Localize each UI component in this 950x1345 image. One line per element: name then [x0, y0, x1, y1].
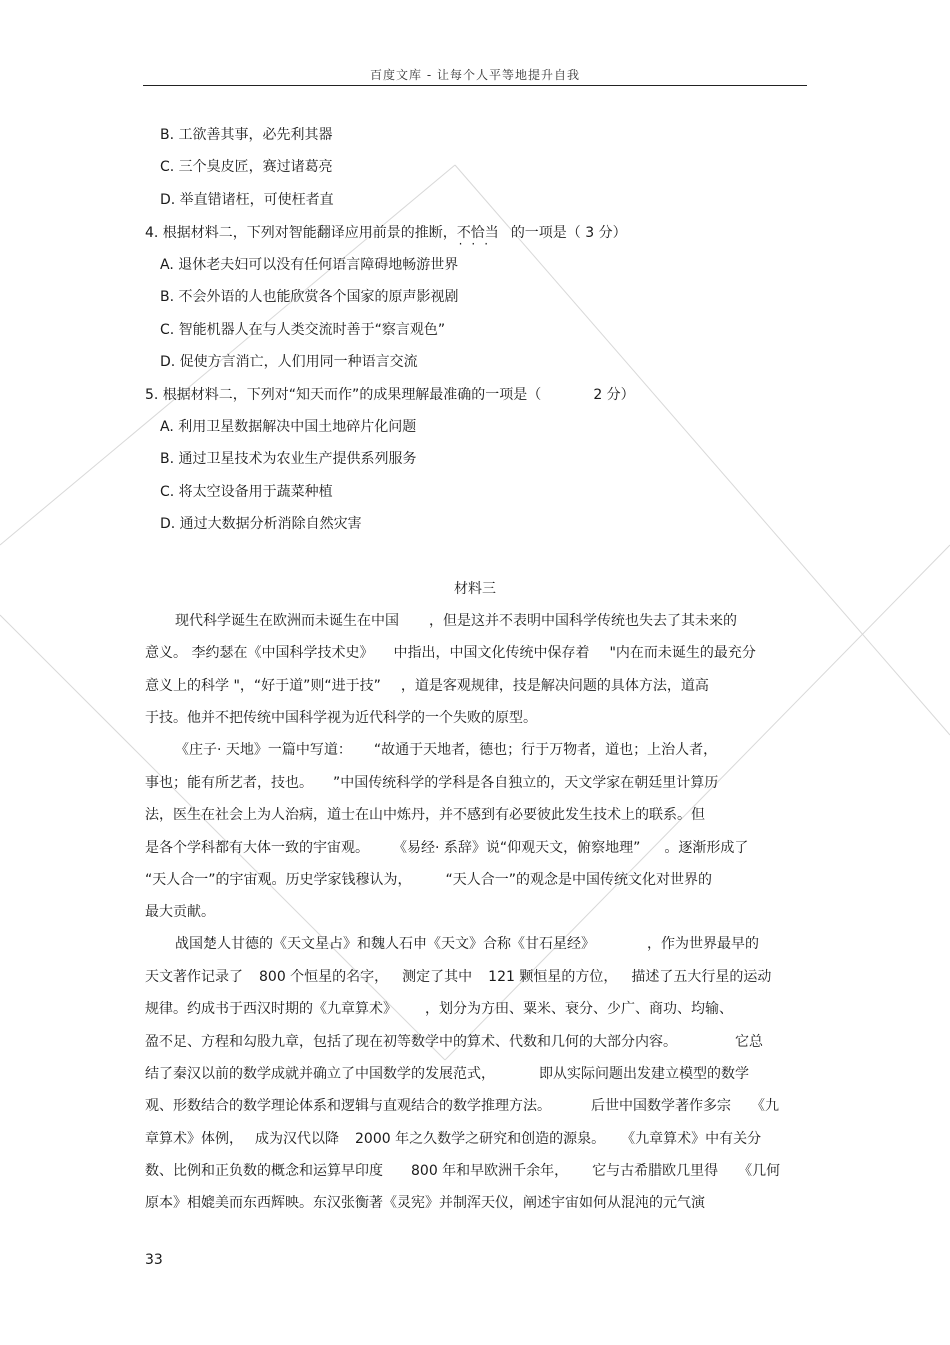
text-segment: 于技。他并不把传统中国科学视为近代科学的一个失败的原型。 [145, 710, 537, 726]
text-segment: 规律。约成书于西汉时期的《九章算术》 [145, 1001, 397, 1017]
text-segment: 盈不足、方程和勾股九章，包括了现在初等数学中的算术、代数和几何的大部分内容。 [145, 1034, 677, 1050]
q5-option-b: B. 通过卫星技术为农业生产提供系列服务 [160, 451, 417, 467]
text-segment: 数、比例和正负数的概念和运算早印度 [145, 1163, 383, 1179]
q4-option-d: D. 促使方言消亡，人们用同一种语言交流 [160, 354, 418, 370]
emphasis-dots: ··· [458, 237, 498, 251]
text-segment: ”中国传统科学的学科是各自独立的，天文学家在朝廷里计算历 [333, 775, 719, 791]
text-segment: 《几何 [738, 1163, 781, 1179]
text-segment: 描述了五大行星的运动 [631, 969, 772, 985]
paragraph-2-line [145, 806, 705, 824]
text-segment: 800 年和早欧洲千余年， [411, 1163, 569, 1179]
q5-stem [145, 386, 635, 404]
material-three-title: 材料三 [454, 581, 496, 597]
text-segment: 意义。 李约瑟在《中国科学技术史》 [145, 645, 374, 661]
text-segment: 。逐渐形成了 [664, 840, 749, 856]
text-segment: 法，医生在社会上为人治病，道士在山中炼丹，并不感到有必要彼此发生技术上的联系。但 [145, 807, 705, 823]
header-divider [143, 85, 807, 86]
q5-option-c: C. 将太空设备用于蔬菜种植 [160, 484, 333, 500]
paragraph-1-line [145, 644, 756, 662]
text-segment: 它总 [735, 1034, 763, 1050]
q4-stem-emphasis [456, 224, 499, 251]
text-segment: “故通于天地者，德也；行于万物者，道也；上治人者， [373, 742, 718, 758]
q3-option-d: D. 举直错诸枉，可使枉者直 [160, 192, 334, 208]
paragraph-2-line [145, 871, 712, 889]
text-segment: 观、形数结合的数学理论体系和逻辑与直观结合的数学推理方法。 [145, 1098, 551, 1114]
q4-stem [145, 224, 627, 251]
paragraph-3-line [145, 1033, 763, 1051]
q3-option-b: B. 工欲善其事，必先利其器 [160, 127, 333, 143]
text-segment: 是各个学科都有大体一致的宇宙观。 [145, 840, 369, 856]
text-segment: ，划分为方田、粟米、衰分、少广、商功、均输、 [425, 1001, 733, 1017]
text-segment: 《九章算术》中有关分 [621, 1131, 762, 1147]
paragraph-2-line [145, 774, 718, 792]
q5-stem-pre: 5. 根据材料二，下列对“知天而作”的成果理解最准确的一项是（ [145, 387, 542, 403]
q4-option-a: A. 退休老夫妇可以没有任何语言障碍地畅游世界 [160, 257, 459, 273]
text-segment: 现代科学诞生在欧洲而未诞生在中国 [175, 613, 399, 629]
paragraph-3-line [145, 1194, 705, 1212]
text-segment: 后世中国数学著作多宗 [591, 1098, 731, 1114]
text-segment: 即从实际问题出发建立模型的数学 [539, 1066, 749, 1082]
text-segment: ，作为世界最早的 [647, 936, 759, 952]
text-segment: "内在而未诞生的最充分 [609, 645, 756, 661]
paragraph-3-line [145, 968, 771, 986]
q5-option-d: D. 通过大数据分析消除自然灾害 [160, 516, 362, 532]
text-segment: 最大贡献。 [145, 904, 215, 920]
text-segment: 原本》相媲美而东西辉映。东汉张衡著《灵宪》并制浑天仪，阐述宇宙如何从混沌的元气演 [145, 1195, 705, 1211]
paragraph-1-line [175, 612, 737, 630]
page-header-title: 百度文库 - 让每个人平等地提升自我 [370, 68, 580, 82]
text-segment: “天人合一”的宇宙观。历史学家钱穆认为， [145, 872, 412, 888]
text-segment: “天人合一”的观念是中国传统文化对世界的 [445, 872, 713, 888]
q4-option-c: C. 智能机器人在与人类交流时善于“察言观色” [160, 322, 446, 338]
paragraph-3-line [145, 1065, 749, 1083]
text-segment: 结了秦汉以前的数学成就并确立了中国数学的发展范式， [145, 1066, 495, 1082]
paragraph-3-line [175, 935, 759, 953]
text-segment: 《易经· 系辞》说“仰观天文，俯察地理” [393, 840, 641, 856]
q4-stem-emphasis-text: 不恰当 [456, 225, 499, 241]
text-segment: 意义上的科学 "，“好于道”则“进于技” [145, 678, 381, 694]
text-segment: 章算术》体例， [145, 1131, 243, 1147]
text-segment: 成为汉代以降 [255, 1131, 339, 1147]
text-segment: ，但是这并不表明中国科学传统也失去了其未来的 [429, 613, 737, 629]
text-segment: 中指出，中国文化传统中保存着 [393, 645, 590, 661]
paragraph-3-line [145, 1000, 733, 1018]
text-segment: ，道是客观规律，技是解决问题的具体方法，道高 [400, 678, 709, 694]
text-segment: 《庄子· 天地》一篇中写道： [175, 742, 352, 758]
text-segment: 2000 年之久数学之研究和创造的源泉。 [355, 1131, 606, 1147]
q4-stem-post: 的一项是（ 3 分） [510, 225, 627, 241]
text-segment: 事也；能有所艺者，技也。 [145, 775, 313, 791]
paragraph-3-line [145, 1097, 779, 1115]
page-number: 33 [145, 1252, 163, 1268]
paragraph-2-line [145, 839, 748, 857]
text-segment: 800 个恒星的名字， [259, 969, 389, 985]
paragraph-1-line [145, 677, 709, 695]
text-segment: 测定了其中 [402, 969, 473, 985]
text-segment: 它与古希腊欧几里得 [592, 1163, 719, 1179]
paragraph-2-line [175, 741, 717, 759]
paragraph-2-line [145, 903, 215, 921]
text-segment: 121 颗恒星的方位， [488, 969, 618, 985]
text-segment: 战国楚人甘德的《天文星占》和魏人石申《天文》合称《甘石星经》 [175, 936, 595, 952]
paragraph-3-line [145, 1130, 761, 1148]
q5-option-a: A. 利用卫星数据解决中国土地碎片化问题 [160, 419, 417, 435]
paragraph-1-line [145, 709, 537, 727]
paragraph-3-line [145, 1162, 780, 1180]
q3-option-c: C. 三个臭皮匠，赛过诸葛亮 [160, 159, 333, 175]
q4-option-b: B. 不会外语的人也能欣赏各个国家的原声影视剧 [160, 289, 459, 305]
q4-stem-pre: 4. 根据材料二，下列对智能翻译应用前景的推断， [145, 225, 457, 241]
text-segment: 天文著作记录了 [145, 969, 243, 985]
q5-stem-post: 2 分） [593, 387, 635, 403]
text-segment: 《九 [751, 1098, 779, 1114]
